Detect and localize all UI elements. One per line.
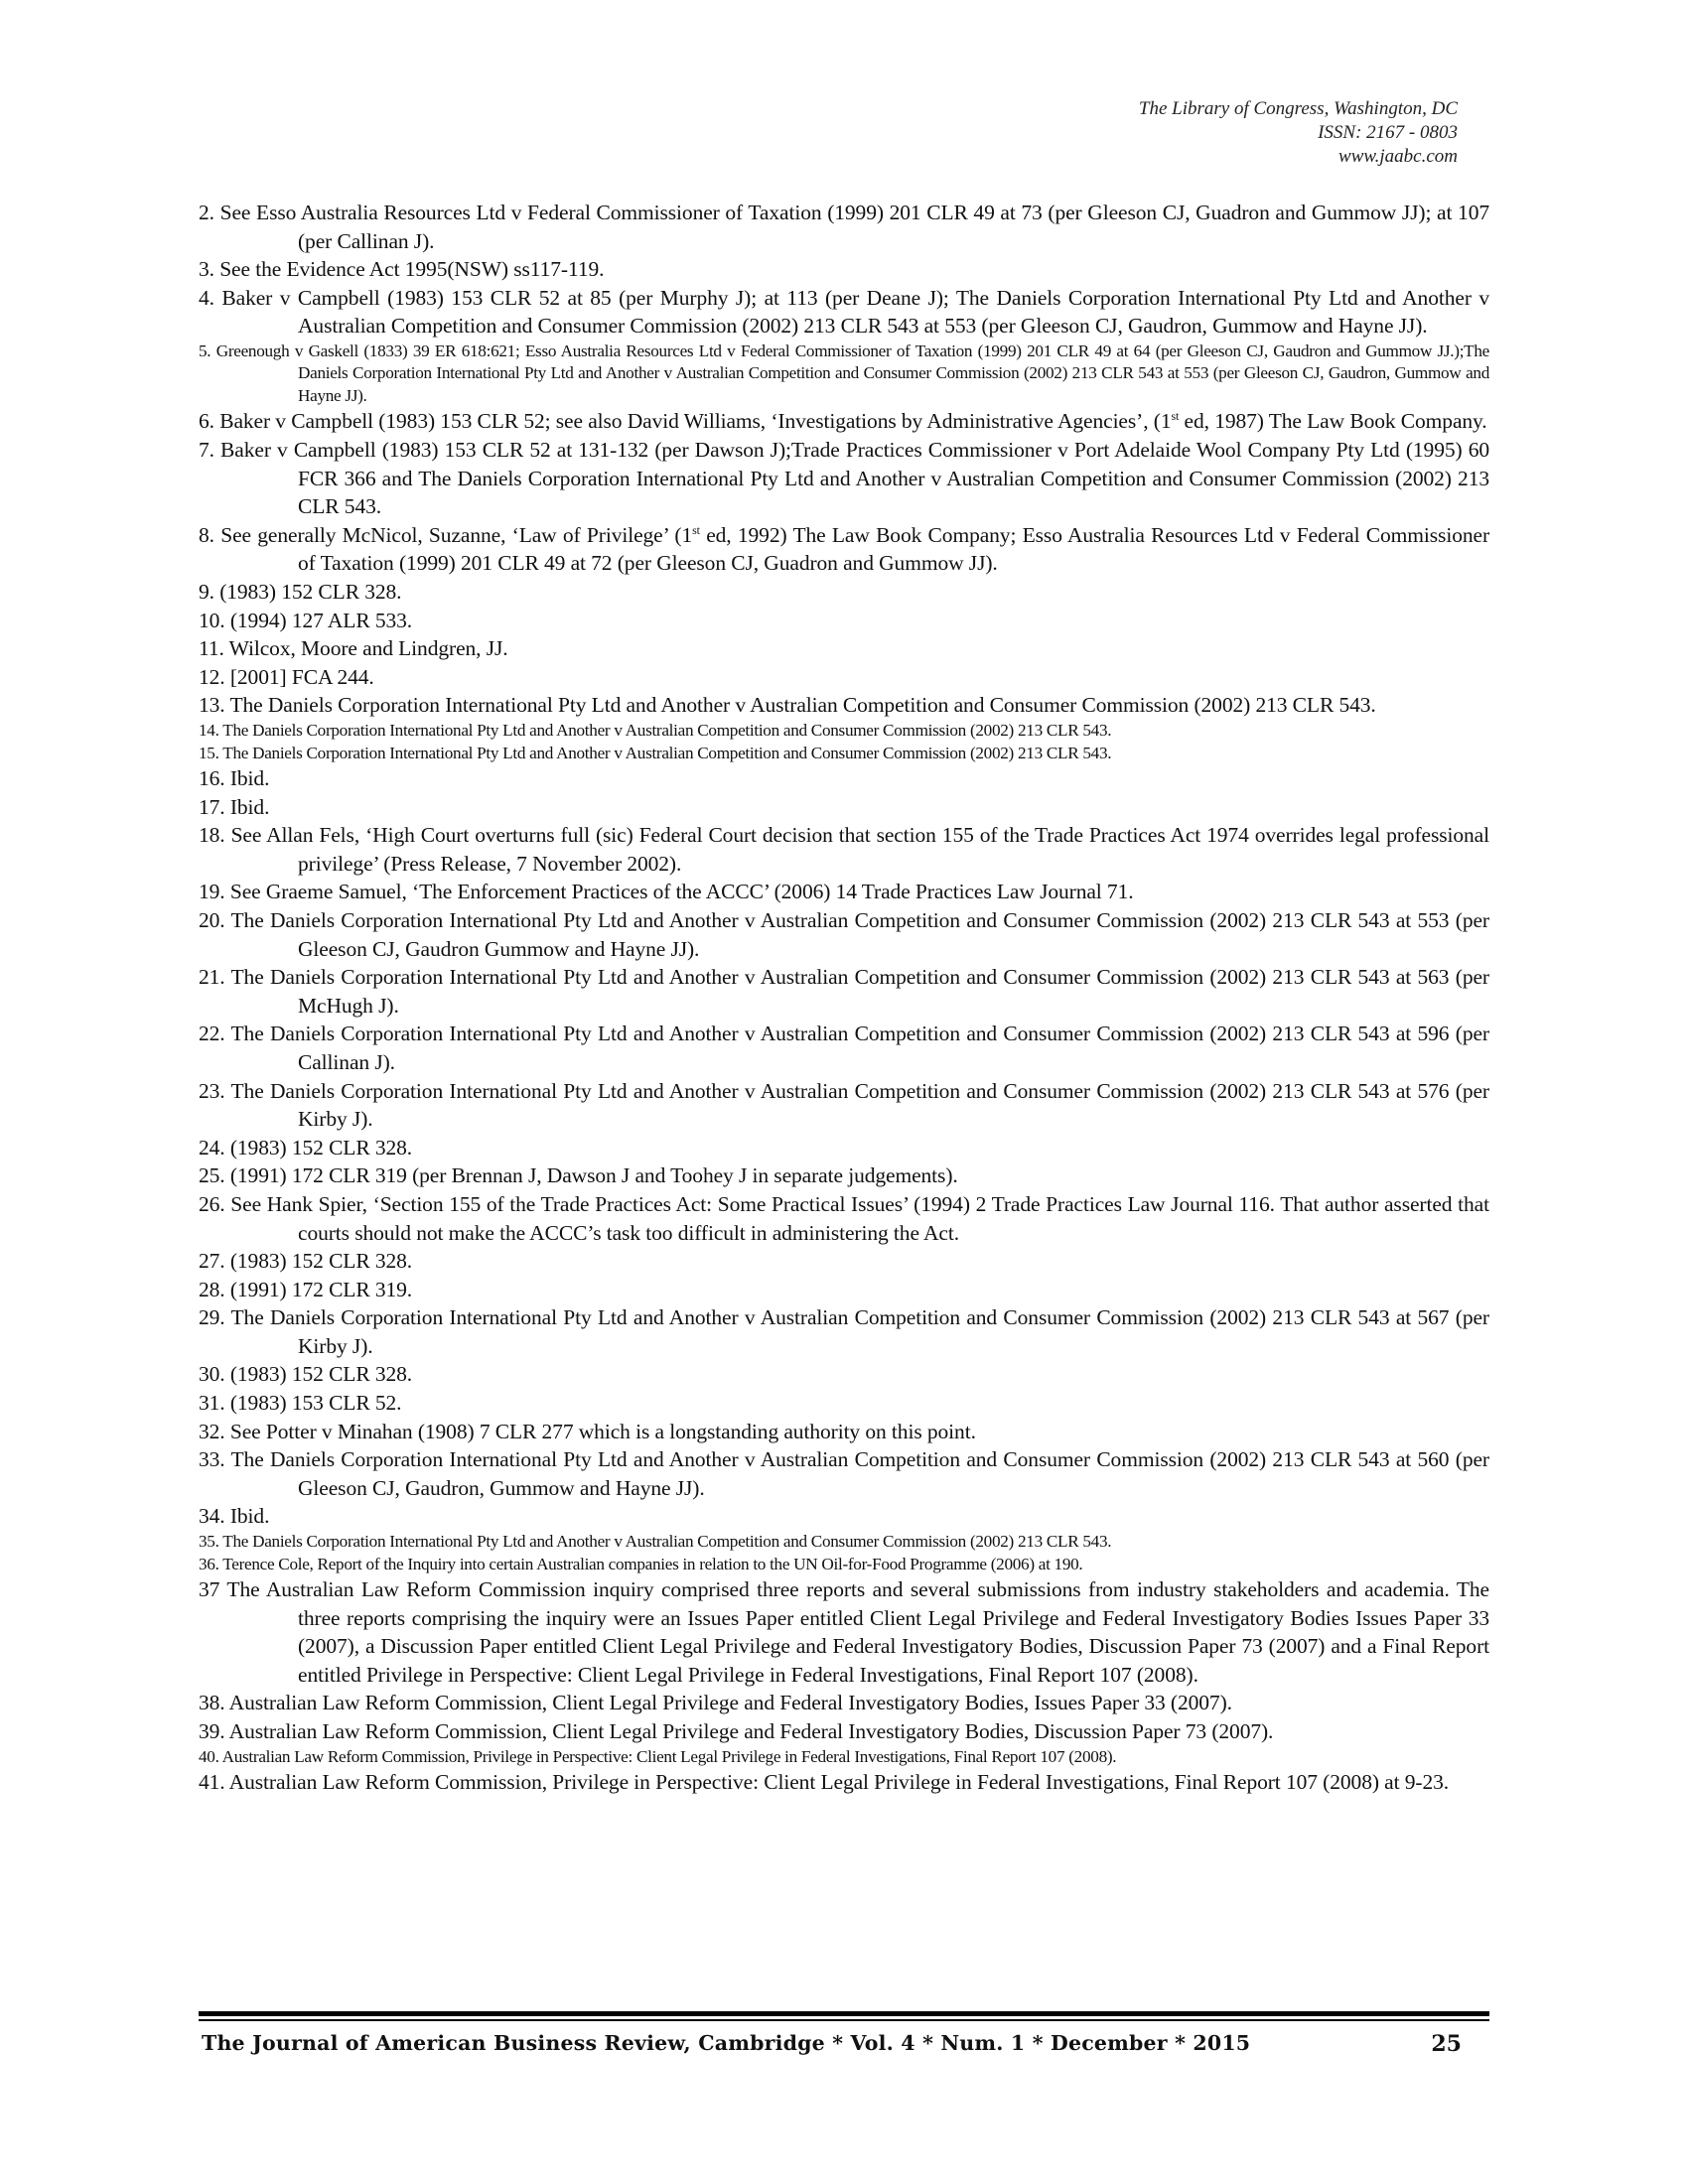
endnote-text: 26. See Hank Spier, ‘Section 155 of the Trade Practices Act: Some Practical Issues’ (1994) 2 Trade Practices Law Journal 116. That author asserted that courts should not make the ACCC’s task too difficult in administering the Act. — [199, 1191, 1489, 1245]
endnote-text: 28. (1991) 172 CLR 319. — [199, 1277, 413, 1301]
endnote-text: 40. Australian Law Reform Commission, Privilege in Perspective: Client Legal Privilege in Federal Investigations, Final Report 107 (2008). — [199, 1746, 1117, 1766]
endnote-text: 11. Wilcox, Moore and Lindgren, JJ. — [199, 636, 508, 661]
header-website: www.jaabc.com — [1338, 146, 1458, 167]
endnote-item — [199, 1247, 1489, 1276]
endnote-item — [199, 906, 1489, 963]
endnote-item — [199, 878, 1489, 906]
endnote-text: 18. See Allan Fels, ‘High Court overturns full (sic) Federal Court decision that section 155 of the Trade Practices Act 1974 overrides legal professional privilege’ (Press Release, 7 November 2002). — [199, 823, 1489, 876]
endnote-item — [199, 764, 1489, 793]
endnote-item — [199, 663, 1489, 692]
endnote-text: 25. (1991) 172 CLR 319 (per Brennan J, Dawson J and Toohey J in separate judgements). — [199, 1163, 958, 1188]
endnote-text-continued: ed, 1992) The Law Book Company; Esso Australia Resources Ltd v Federal Commissioner of Taxation (1999) 201 CLR 49 at 72 (per Gleeson CJ, Guadron and Gummow JJ). — [298, 522, 1490, 576]
endnote-item — [199, 199, 1489, 255]
endnote-text: 38. Australian Law Reform Commission, Client Legal Privilege and Federal Investigatory Bodies, Issues Paper 33 (2007). — [199, 1691, 1232, 1715]
ordinal-superscript: st — [692, 522, 700, 537]
endnote-item — [199, 607, 1489, 635]
endnote-item — [199, 1554, 1489, 1576]
endnote-text: 36. Terence Cole, Report of the Inquiry into certain Australian companies in relation to the UN Oil-for-Food Programme (2006) at 190. — [199, 1554, 1083, 1573]
endnote-item — [199, 1020, 1489, 1076]
endnote-item — [199, 1134, 1489, 1162]
page-footer — [199, 2025, 1489, 2059]
endnote-item — [199, 793, 1489, 822]
endnote-item — [199, 634, 1489, 663]
endnote-text: 3. See the Evidence Act 1995(NSW) ss117-119. — [199, 257, 605, 282]
endnote-text: 41. Australian Law Reform Commission, Privilege in Perspective: Client Legal Privilege in Federal Investigations, Final Report 107 (2008) at 9-23. — [199, 1770, 1450, 1795]
footer-journal-info: The Journal of American Business Review, Cambridge * Vol. 4 * Num. 1 * December * 2015 — [202, 2031, 1251, 2055]
endnote-item — [199, 1190, 1489, 1247]
endnote-item — [199, 1389, 1489, 1418]
endnote-item — [199, 1161, 1489, 1190]
endnote-text: 8. See generally McNicol, Suzanne, ‘Law of Privilege’ (1 — [199, 522, 693, 547]
endnote-text: 2. See Esso Australia Resources Ltd v Federal Commissioner of Taxation (1999) 201 CLR 49 at 73 (per Gleeson CJ, Guadron and Gummow JJ); at 107 (per Callinan J). — [199, 201, 1489, 253]
endnotes-list — [199, 199, 1489, 1797]
endnote-text: 31. (1983) 153 CLR 52. — [199, 1391, 402, 1416]
endnote-text: 5. Greenough v Gaskell (1833) 39 ER 618:621; Esso Australia Resources Ltd v Federal Commissioner of Taxation (1999) 201 CLR 49 at 64 (per Gleeson CJ, Gaudron and Gummow JJ.);The Daniels Corporation International Pty Ltd and Another v Australian Competition and Consumer Commission (2002) 213 CLR 543 at 553 (per Gleeson CJ, Gaudron, Gummow and Hayne JJ). — [199, 341, 1489, 405]
endnote-text: 6. Baker v Campbell (1983) 153 CLR 52; see also David Williams, ‘Investigations by Administrative Agencies’, (1 — [199, 409, 1172, 434]
endnote-item — [199, 691, 1489, 720]
endnote-text: 15. The Daniels Corporation International Pty Ltd and Another v Australian Competition and Consumer Commission (2002) 213 CLR 543. — [199, 743, 1112, 762]
endnote-item — [199, 1077, 1489, 1134]
endnote-text: 19. See Graeme Samuel, ‘The Enforcement Practices of the ACCC’ (2006) 14 Trade Practices Law Journal 71. — [199, 880, 1134, 904]
endnote-text: 20. The Daniels Corporation International Pty Ltd and Another v Australian Competition and Consumer Commission (2002) 213 CLR 543 at 553 (per Gleeson CJ, Gaudron Gummow and Hayne JJ). — [199, 907, 1489, 961]
endnote-text: 17. Ibid. — [199, 794, 270, 819]
endnote-text: 35. The Daniels Corporation International Pty Ltd and Another v Australian Competition and Consumer Commission (2002) 213 CLR 543. — [199, 1532, 1112, 1552]
endnote-item — [199, 284, 1489, 341]
endnote-item — [199, 821, 1489, 878]
endnote-text: 23. The Daniels Corporation International Pty Ltd and Another v Australian Competition and Consumer Commission (2002) 213 CLR 543 at 576 (per Kirby J). — [199, 1078, 1489, 1132]
endnote-item — [199, 743, 1489, 765]
header-issn: ISSN: 2167 - 0803 — [1318, 122, 1458, 143]
endnote-item — [199, 436, 1489, 521]
endnote-item — [199, 255, 1489, 284]
endnote-text: 10. (1994) 127 ALR 533. — [199, 608, 413, 632]
endnote-text: 14. The Daniels Corporation International Pty Ltd and Another v Australian Competition and Consumer Commission (2002) 213 CLR 543. — [199, 721, 1112, 740]
endnote-item — [199, 1276, 1489, 1304]
endnote-item — [199, 720, 1489, 743]
endnote-item — [199, 1303, 1489, 1360]
endnote-item — [199, 1418, 1489, 1446]
endnote-text: 32. See Potter v Minahan (1908) 7 CLR 277 which is a longstanding authority on this point. — [199, 1419, 976, 1443]
endnote-item — [199, 1502, 1489, 1531]
endnote-text: 37 The Australian Law Reform Commission inquiry comprised three reports and several submissions from industry stakeholders and academia. The three reports comprising the inquiry were an Issues Paper entitled Client Legal Privilege and Federal Investigatory Bodies Issues Paper 33 (2007), a Discussion Paper entitled Client Legal Privilege and Federal Investigatory Bodies, Discussion Paper 73 (2007) and a Final Report entitled Privilege in Perspective: Client Legal Privilege in Federal Investigations, Final Report 107 (2008). — [199, 1577, 1489, 1687]
endnote-item — [199, 1746, 1489, 1769]
endnote-item — [199, 1360, 1489, 1389]
endnote-text: 29. The Daniels Corporation International Pty Ltd and Another v Australian Competition and Consumer Commission (2002) 213 CLR 543 at 567 (per Kirby J). — [199, 1305, 1489, 1358]
endnote-item — [199, 963, 1489, 1020]
endnote-text: 4. Baker v Campbell (1983) 153 CLR 52 at 85 (per Murphy J); at 113 (per Deane J); The Daniels Corporation International Pty Ltd and Another v Australian Competition and Consumer Commission (2002) 213 CLR 543 at 553 (per Gleeson CJ, Gaudron, Gummow and Hayne JJ). — [199, 285, 1489, 339]
footer-rule-thin — [199, 2019, 1489, 2021]
endnote-text: 24. (1983) 152 CLR 328. — [199, 1135, 413, 1160]
endnote-item — [199, 1689, 1489, 1717]
endnote-text: 9. (1983) 152 CLR 328. — [199, 580, 402, 605]
endnote-text: 13. The Daniels Corporation International Pty Ltd and Another v Australian Competition and Consumer Commission (2002) 213 CLR 543. — [199, 693, 1376, 718]
endnote-text-continued: ed, 1987) The Law Book Company. — [1179, 409, 1487, 434]
endnote-item — [199, 341, 1489, 408]
ordinal-superscript: st — [1171, 409, 1180, 424]
endnote-item — [199, 578, 1489, 607]
endnote-item — [199, 1717, 1489, 1746]
endnote-item — [199, 407, 1489, 436]
endnote-text: 12. [2001] FCA 244. — [199, 664, 374, 689]
endnote-item — [199, 1575, 1489, 1689]
endnote-text: 22. The Daniels Corporation International Pty Ltd and Another v Australian Competition and Consumer Commission (2002) 213 CLR 543 at 596 (per Callinan J). — [199, 1022, 1489, 1074]
endnote-item — [199, 1768, 1489, 1797]
endnote-text: 16. Ibid. — [199, 766, 270, 790]
footer-rule — [199, 2011, 1489, 2016]
endnote-item — [199, 1445, 1489, 1502]
page-number: 25 — [1431, 2031, 1462, 2057]
endnote-text: 34. Ibid. — [199, 1504, 270, 1529]
endnote-item — [199, 1531, 1489, 1554]
page-header — [1139, 97, 1458, 169]
endnote-text: 7. Baker v Campbell (1983) 153 CLR 52 at 131-132 (per Dawson J);Trade Practices Commissioner v Port Adelaide Wool Company Pty Ltd (1995) 60 FCR 366 and The Daniels Corporation International Pty Ltd and Another v Australian Competition and Consumer Commission (2002) 213 CLR 543. — [199, 438, 1489, 519]
endnote-text: 39. Australian Law Reform Commission, Client Legal Privilege and Federal Investigatory Bodies, Discussion Paper 73 (2007). — [199, 1719, 1274, 1743]
endnote-text: 33. The Daniels Corporation International Pty Ltd and Another v Australian Competition and Consumer Commission (2002) 213 CLR 543 at 560 (per Gleeson CJ, Gaudron, Gummow and Hayne JJ). — [199, 1447, 1489, 1500]
endnote-text: 27. (1983) 152 CLR 328. — [199, 1249, 413, 1274]
header-library: The Library of Congress, Washington, DC — [1138, 98, 1458, 119]
endnote-text: 21. The Daniels Corporation International Pty Ltd and Another v Australian Competition and Consumer Commission (2002) 213 CLR 543 at 563 (per McHugh J). — [199, 965, 1489, 1018]
endnote-text: 30. (1983) 152 CLR 328. — [199, 1362, 413, 1387]
endnote-item — [199, 521, 1489, 578]
